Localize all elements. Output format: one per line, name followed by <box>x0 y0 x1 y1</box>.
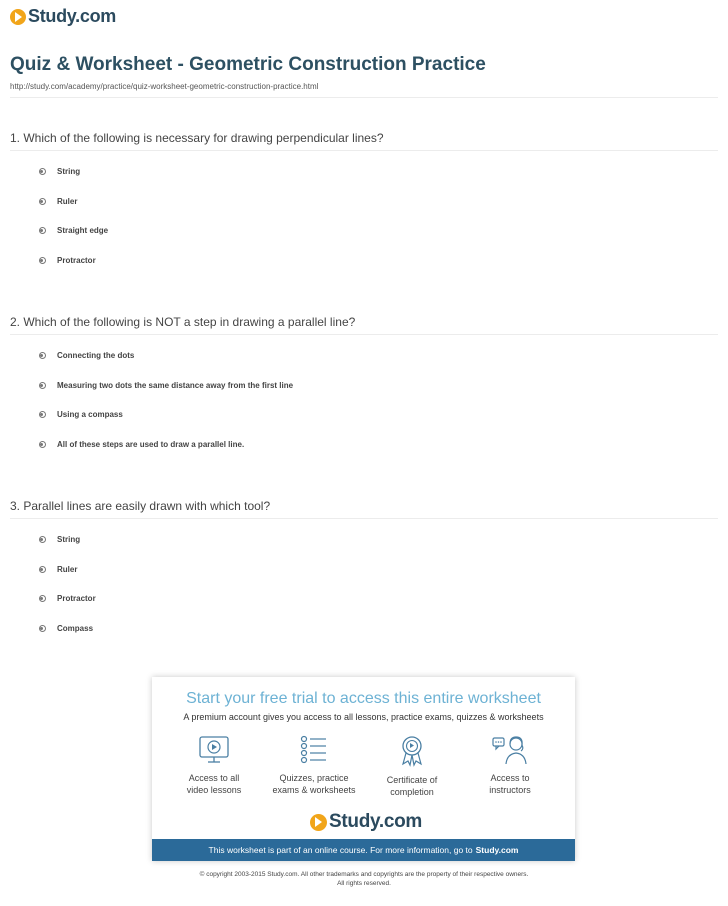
feature-certificate <box>362 735 462 798</box>
radio-icon[interactable] <box>39 382 46 389</box>
quiz-list-icon <box>299 735 329 765</box>
radio-icon[interactable] <box>39 441 46 448</box>
divider <box>10 518 718 519</box>
radio-icon[interactable] <box>39 352 46 359</box>
option-label: Ruler <box>57 197 78 206</box>
q3-option-2[interactable] <box>39 565 77 574</box>
option-label: Compass <box>57 624 94 633</box>
option-label: Connecting the dots <box>57 351 135 360</box>
feature-label: Certificate of <box>386 775 438 785</box>
study-link[interactable]: Study.com <box>475 845 519 855</box>
option-label: Protractor <box>57 594 96 603</box>
q2-option-2[interactable] <box>39 381 293 390</box>
radio-icon[interactable] <box>39 566 46 573</box>
divider <box>10 334 718 335</box>
question-2: 2. Which of the following is NOT a step in drawing a parallel line? <box>10 315 356 329</box>
promo-subtitle: A premium account gives you access to all lessons, practice exams, quizzes & worksheets <box>183 712 544 722</box>
feature-label: exams & worksheets <box>272 785 356 795</box>
play-logo-icon <box>10 9 26 25</box>
q2-option-1[interactable] <box>39 351 134 360</box>
feature-instructors <box>460 735 560 796</box>
feature-label: instructors <box>489 785 531 795</box>
q2-option-4[interactable] <box>39 440 244 449</box>
copyright-footer <box>0 870 728 888</box>
study-logo[interactable] <box>10 6 116 27</box>
feature-label: Quizzes, practice <box>279 773 349 783</box>
free-trial-promo[interactable] <box>152 677 575 861</box>
instructor-icon <box>492 735 528 765</box>
q3-option-4[interactable] <box>39 624 93 633</box>
option-label: Measuring two dots the same distance away from the first line <box>57 381 294 390</box>
page-title: Quiz & Worksheet - Geometric Construction Practice <box>10 54 486 75</box>
q1-option-2[interactable] <box>39 197 77 206</box>
option-label: Using a compass <box>57 410 123 419</box>
logo-text: Study.com <box>28 6 116 26</box>
option-label: All of these steps are used to draw a parallel line. <box>57 440 245 449</box>
feature-label: completion <box>390 787 434 797</box>
option-label: String <box>57 167 81 176</box>
certificate-icon <box>398 735 426 767</box>
radio-icon[interactable] <box>39 536 46 543</box>
page-url: http://study.com/academy/practice/quiz-worksheet-geometric-construction-practice.html <box>10 82 319 91</box>
feature-video-lessons <box>164 735 264 796</box>
question-1: 1. Which of the following is necessary for drawing perpendicular lines? <box>10 131 384 145</box>
radio-icon[interactable] <box>39 411 46 418</box>
play-logo-icon <box>310 814 327 831</box>
q1-option-1[interactable] <box>39 167 80 176</box>
feature-label: video lessons <box>186 785 242 795</box>
copyright-line: © copyright 2003-2015 Study.com. All other trademarks and copyrights are the property of their respective owners. <box>199 871 529 878</box>
radio-icon[interactable] <box>39 257 46 264</box>
feature-label: Access to all <box>188 773 240 783</box>
divider <box>10 150 718 151</box>
q3-option-3[interactable] <box>39 594 96 603</box>
video-lesson-icon <box>198 735 230 765</box>
option-label: String <box>57 535 81 544</box>
q1-option-3[interactable] <box>39 226 108 235</box>
option-label: Straight edge <box>57 226 109 235</box>
option-label: Protractor <box>57 256 96 265</box>
q2-option-3[interactable] <box>39 410 123 419</box>
feature-label: Access to <box>490 773 530 783</box>
radio-icon[interactable] <box>39 625 46 632</box>
promo-title[interactable]: Start your free trial to access this entire worksheet <box>186 690 541 707</box>
feature-quizzes <box>264 735 364 796</box>
radio-icon[interactable] <box>39 595 46 602</box>
course-info-bar <box>152 839 575 861</box>
q1-option-4[interactable] <box>39 256 96 265</box>
q3-option-1[interactable] <box>39 535 80 544</box>
course-info-text: This worksheet is part of an online course. For more information, go to <box>208 845 473 855</box>
question-3: 3. Parallel lines are easily drawn with which tool? <box>10 499 271 513</box>
radio-icon[interactable] <box>39 198 46 205</box>
rights-line: All rights reserved. <box>337 880 391 887</box>
promo-study-logo[interactable] <box>310 811 422 833</box>
divider <box>10 97 718 98</box>
logo-text: Study.com <box>329 811 423 832</box>
option-label: Ruler <box>57 565 78 574</box>
radio-icon[interactable] <box>39 227 46 234</box>
radio-icon[interactable] <box>39 168 46 175</box>
